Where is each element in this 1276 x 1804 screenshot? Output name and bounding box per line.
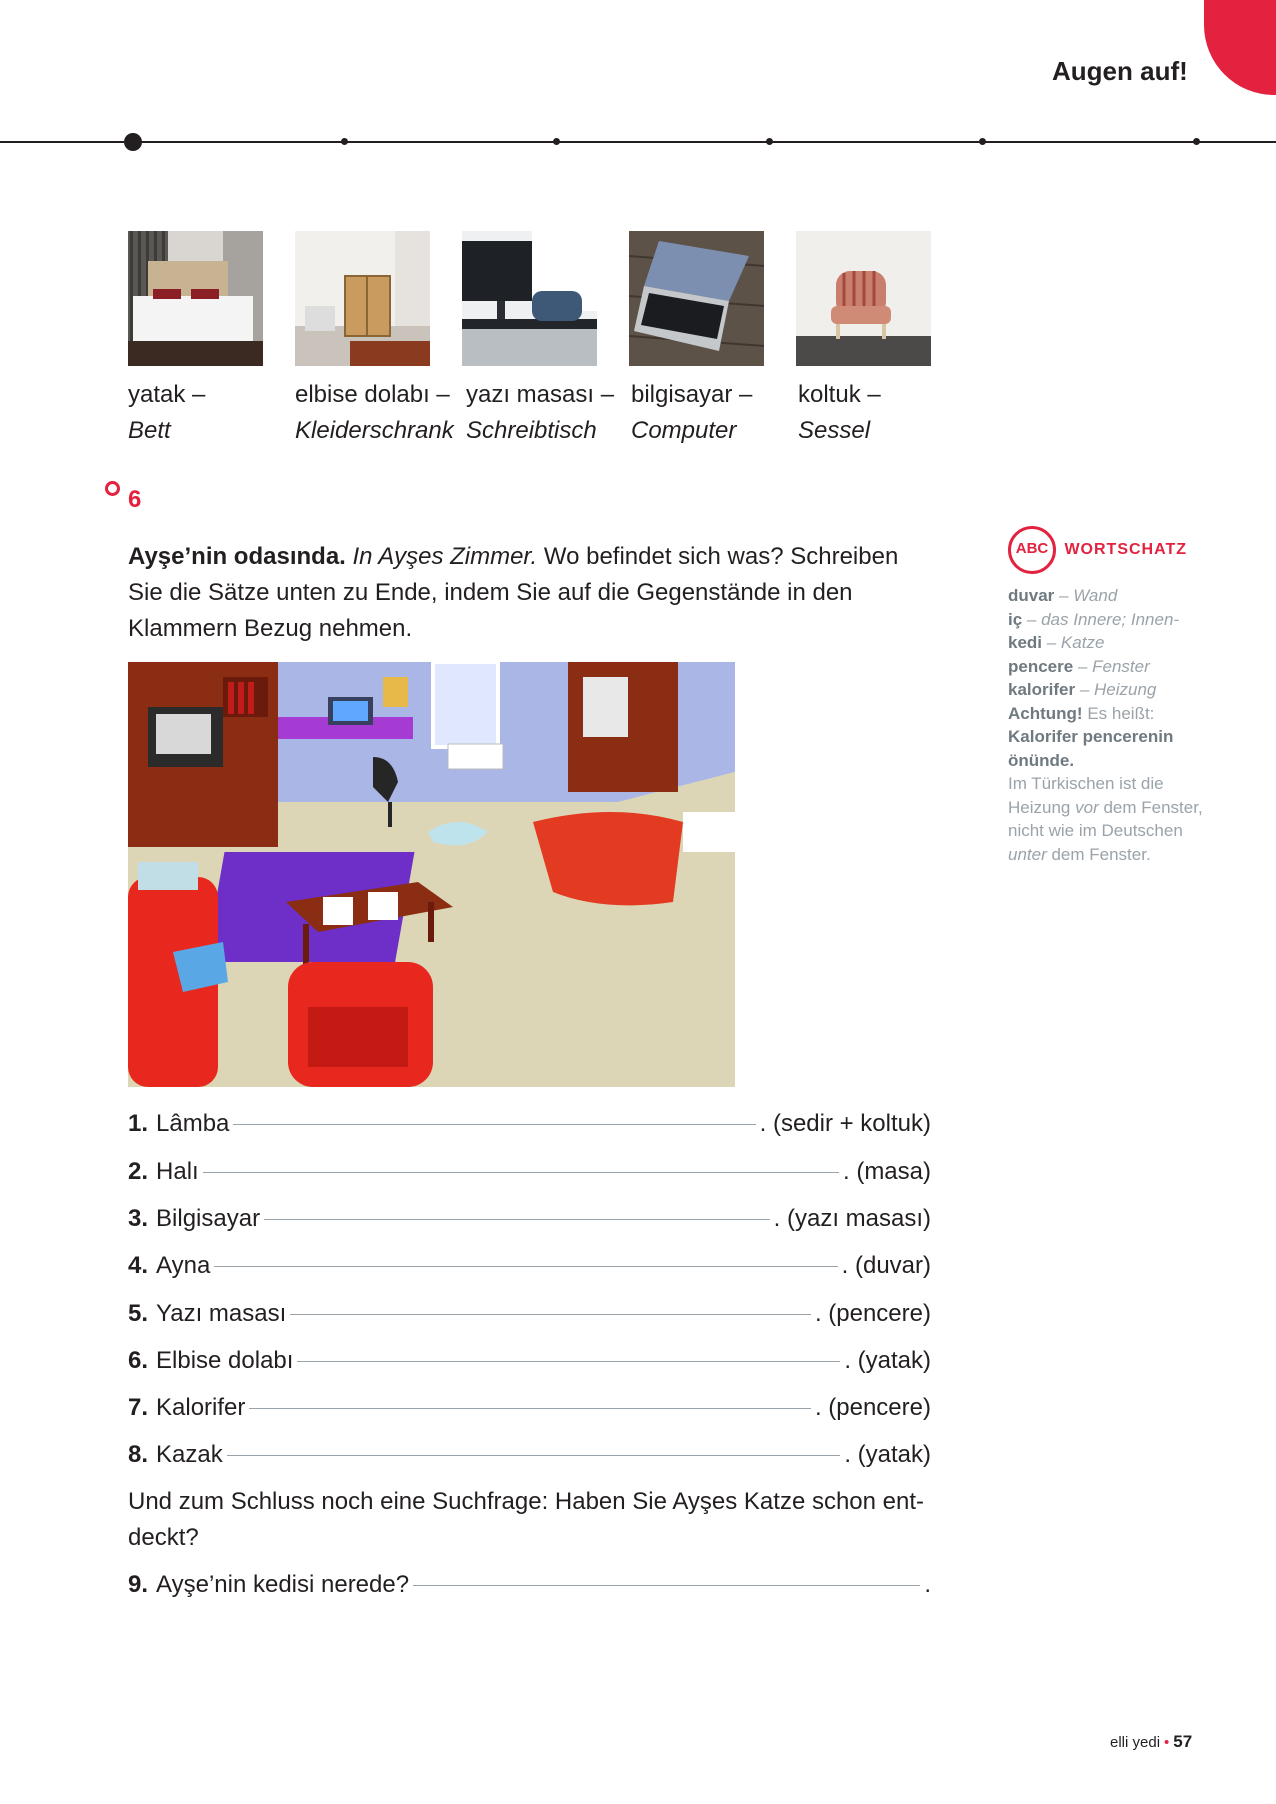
corner-accent [1204, 0, 1276, 95]
exercise-item: 2. Halı . (masa) [128, 1158, 931, 1185]
vocab-entry: duvar – Wand [1008, 586, 1118, 605]
vocab-item [128, 377, 205, 449]
vocab-turkish: yazı masası – [466, 381, 615, 408]
sidebar-body [1008, 584, 1208, 866]
timeline-bar [0, 141, 1276, 143]
exercise-item: 5. Yazı masası . (pencere) [128, 1300, 931, 1327]
vocab-entry: kalorifer – Heizung [1008, 680, 1157, 699]
bed-photo [128, 231, 263, 366]
closing-question: Und zum Schluss noch eine Suchfrage: Haben Sie Ayşes Katze schon ent-deckt? [128, 1488, 925, 1551]
vocab-item [295, 377, 454, 449]
answer-line[interactable] [227, 1455, 841, 1456]
vocab-item [798, 377, 881, 449]
wardrobe-photo [295, 231, 430, 366]
exercise-instruction [128, 539, 938, 647]
vocab-item [466, 377, 614, 449]
room-illustration [128, 662, 735, 1087]
exercise-number: 6 [128, 486, 142, 513]
exercise-item: 9. Ayşe’nin kedisi nerede? . [128, 1571, 931, 1598]
timeline-dot [766, 138, 773, 145]
answer-line[interactable] [413, 1585, 920, 1586]
answer-line[interactable] [297, 1361, 840, 1362]
answer-line[interactable] [264, 1219, 770, 1220]
vocab-entry: iç – das Innere; Innen- [1008, 609, 1180, 629]
note: Achtung! Es heißt: [1008, 703, 1155, 723]
abc-badge-icon: ABC [1008, 526, 1056, 574]
answer-line[interactable] [290, 1314, 811, 1315]
note-explanation: Im Türkischen ist die Heizung vor dem Fenster, nicht wie im Deutschen unter dem Fenster. [1008, 774, 1203, 864]
vocab-german: Kleiderschrank [295, 417, 454, 444]
vocab-german: Schreibtisch [466, 417, 597, 444]
exercise-item: 8. Kazak . (yatak) [128, 1441, 931, 1468]
vocab-german: Sessel [798, 417, 871, 444]
vocab-turkish: bilgisayar – [631, 381, 753, 408]
vocab-entry: kedi – Katze [1008, 633, 1105, 652]
instruction-text: Wo befindet sich was? Schreiben Sie die Sätze unten zu Ende, indem Sie auf die Gegenstände in den Klammern Bezug nehmen. [128, 543, 899, 642]
exercise-item: 3. Bilgisayar . (yazı masası) [128, 1205, 931, 1232]
answer-line[interactable] [214, 1266, 837, 1267]
answer-line[interactable] [249, 1408, 811, 1409]
timeline-dot [341, 138, 348, 145]
vocab-turkish: koltuk – [798, 381, 881, 408]
page-footer [1110, 1732, 1192, 1752]
vocab-turkish: yatak – [128, 381, 206, 408]
instruction-italic: In Ayşes Zimmer. [352, 543, 538, 570]
exercise-item: 7. Kalorifer . (pencere) [128, 1394, 931, 1421]
armchair-photo [796, 231, 931, 366]
exercise-marker-icon [105, 481, 120, 496]
vocab-german: Computer [631, 417, 737, 444]
timeline-dot-active [124, 133, 142, 151]
timeline-dot [979, 138, 986, 145]
bullet-icon: • [1164, 1734, 1170, 1751]
page-title: Augen auf! [1052, 56, 1188, 86]
page-number-words: elli yedi [1110, 1734, 1161, 1751]
exercise-item: 6. Elbise dolabı . (yatak) [128, 1347, 931, 1374]
vocab-entry: pencere – Fenster [1008, 656, 1150, 676]
instruction-bold: Ayşe’nin odasında. [128, 543, 346, 570]
desk-photo [462, 231, 597, 366]
exercise-item: 1. Lâmba . (sedir + koltuk) [128, 1110, 931, 1137]
laptop-photo [629, 231, 764, 366]
timeline-dot [553, 138, 560, 145]
vocab-turkish: elbise dolabı – [295, 381, 450, 408]
note-phrase: Kalorifer pencerenin önünde. [1008, 727, 1174, 770]
sidebar-title: WORTSCHATZ [1064, 541, 1188, 558]
vocabulary-sidebar [1008, 526, 1208, 866]
page-number: 57 [1173, 1732, 1193, 1751]
answer-line[interactable] [203, 1172, 839, 1173]
vocab-item [631, 377, 752, 449]
exercise-item: 4. Ayna . (duvar) [128, 1252, 931, 1279]
answer-line[interactable] [233, 1124, 755, 1125]
vocab-german: Bett [128, 417, 171, 444]
timeline-dot [1193, 138, 1200, 145]
